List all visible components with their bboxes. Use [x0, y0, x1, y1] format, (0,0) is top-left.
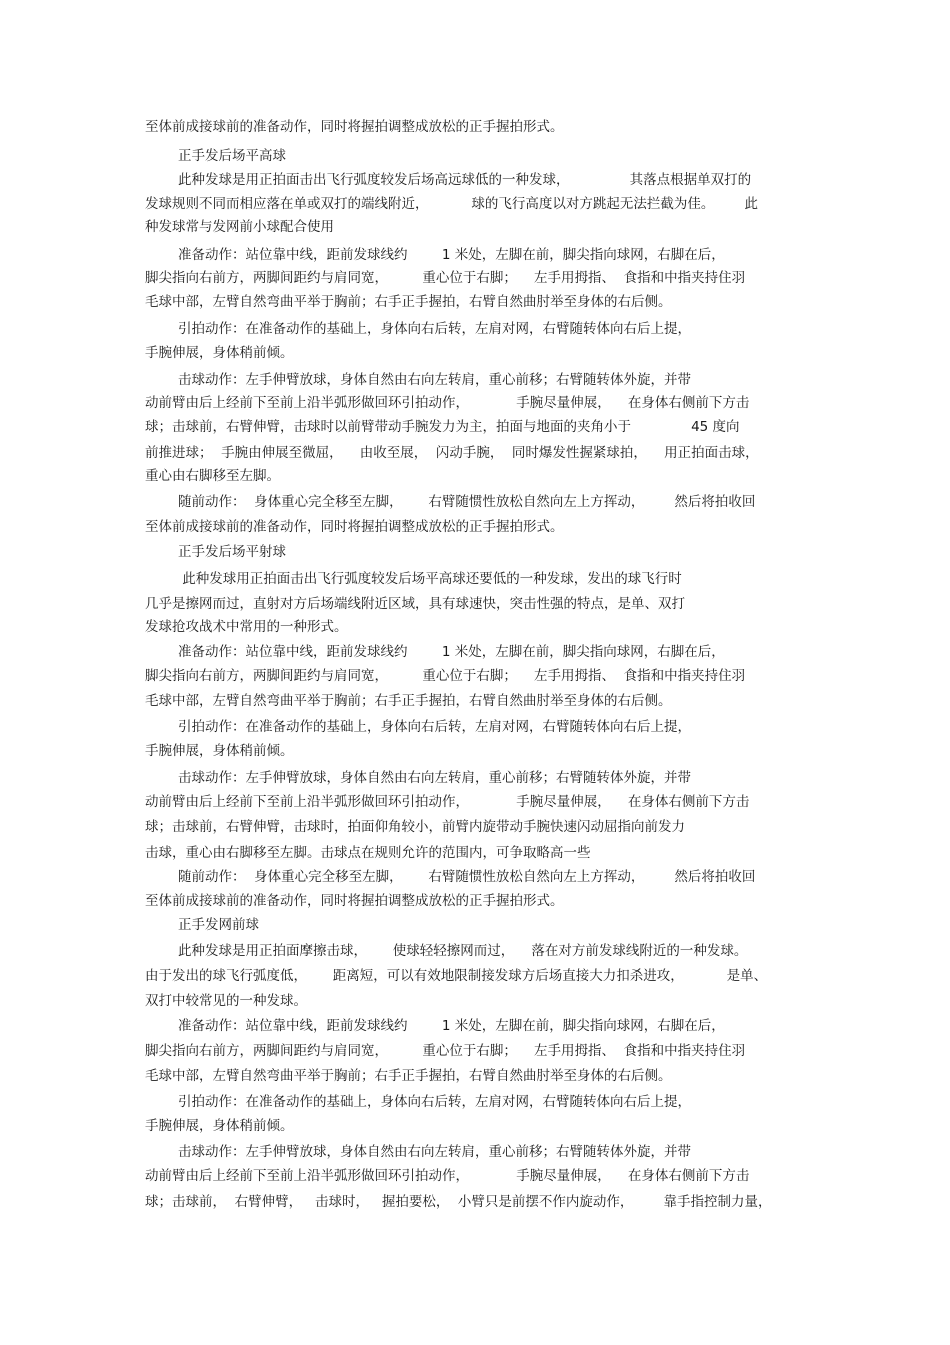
text-line: 此种发球用正拍面击出飞行弧度较发后场平高球还要低的一种发球，发出的球飞行时 — [178, 571, 682, 587]
text-line: 至体前成接球前的准备动作，同时将握拍调整成放松的正手握拍形式。 — [145, 119, 564, 135]
text-line: 随前动作： 身体重心完全移至左脚， 右臂随惯性放松自然向左上方挥动， 然后将拍收回 — [178, 494, 756, 510]
text-line: 准备动作：站位靠中线，距前发球线约 1 米处，左脚在前，脚尖指向球网，右脚在后， — [178, 1018, 725, 1034]
text-line: 击球动作：左手伸臂放球，身体自然由右向左转肩，重心前移；右臂随转体外旋，并带 — [178, 770, 691, 786]
text-line: 前推进球； 手腕由伸展至微屈， 由收至展， 闪动手腕， 同时爆发性握紧球拍， 用正拍面击球， — [145, 445, 759, 461]
text-line: 击球动作：左手伸臂放球，身体自然由右向左转肩，重心前移；右臂随转体外旋，并带 — [178, 1144, 691, 1160]
text-line: 击球动作：左手伸臂放球，身体自然由右向左转肩，重心前移；右臂随转体外旋，并带 — [178, 372, 691, 388]
section-heading: 正手发后场平射球 — [178, 544, 286, 560]
text-line: 引拍动作：在准备动作的基础上，身体向右后转，左肩对网，右臂随转体向右后上提， — [178, 321, 691, 337]
text-line: 至体前成接球前的准备动作，同时将握拍调整成放松的正手握拍形式。 — [145, 893, 564, 909]
text-line: 手腕伸展，身体稍前倾。 — [145, 743, 294, 759]
text-line: 球；击球前， 右臂伸臂， 击球时， 握拍要松， 小臂只是前摆不作内旋动作， 靠手指控制力量， — [145, 1194, 772, 1210]
text-line: 脚尖指向右前方，两脚间距约与肩同宽， 重心位于右脚； 左手用拇指、 食指和中指夹持住羽 — [145, 270, 746, 286]
text-line: 动前臂由后上经前下至前上沿半弧形做回环引拍动作， 手腕尽量伸展， 在身体右侧前下方击 — [145, 794, 750, 810]
text-line: 脚尖指向右前方，两脚间距约与肩同宽， 重心位于右脚； 左手用拇指、 食指和中指夹持住羽 — [145, 668, 746, 684]
text-line: 击球，重心由右脚移至左脚。击球点在规则允许的范围内，可争取略高一些 — [145, 845, 591, 861]
text-line: 引拍动作：在准备动作的基础上，身体向右后转，左肩对网，右臂随转体向右后上提， — [178, 719, 691, 735]
text-line: 毛球中部，左臂自然弯曲平举于胸前；右手正手握拍，右臂自然曲肘举至身体的右后侧。 — [145, 693, 672, 709]
text-line: 此种发球是用正拍面击出飞行弧度较发后场高远球低的一种发球， 其落点根据单双打的 — [178, 172, 752, 188]
text-line: 毛球中部，左臂自然弯曲平举于胸前；右手正手握拍，右臂自然曲肘举至身体的右后侧。 — [145, 294, 672, 310]
text-line: 准备动作：站位靠中线，距前发球线约 1 米处，左脚在前，脚尖指向球网，右脚在后， — [178, 644, 725, 660]
text-line: 由于发出的球飞行弧度低， 距离短，可以有效地限制接发球方后场直接大力扣杀进攻， 是单、 — [145, 968, 768, 984]
section-heading: 正手发网前球 — [178, 917, 259, 933]
text-line: 脚尖指向右前方，两脚间距约与肩同宽， 重心位于右脚； 左手用拇指、 食指和中指夹持住羽 — [145, 1043, 746, 1059]
text-line: 手腕伸展，身体稍前倾。 — [145, 345, 294, 361]
text-line: 球；击球前，右臂伸臂，击球时，拍面仰角较小，前臂内旋带动手腕快速闪动屈指向前发力 — [145, 819, 685, 835]
text-line: 种发球常与发网前小球配合使用 — [145, 219, 334, 235]
text-line: 发球抢攻战术中常用的一种形式。 — [145, 619, 348, 635]
text-line: 球；击球前，右臂伸臂，击球时以前臂带动手腕发力为主，拍面与地面的夹角小于 45 度向 — [145, 419, 740, 435]
text-line: 随前动作： 身体重心完全移至左脚， 右臂随惯性放松自然向左上方挥动， 然后将拍收回 — [178, 869, 756, 885]
text-line: 准备动作：站位靠中线，距前发球线约 1 米处，左脚在前，脚尖指向球网，右脚在后， — [178, 247, 725, 263]
text-line: 几乎是擦网而过，直射对方后场端线附近区域，具有球速快，突击性强的特点，是单、双打 — [145, 596, 685, 612]
text-line: 此种发球是用正拍面摩擦击球， 使球轻轻擦网而过， 落在对方前发球线附近的一种发球。 — [178, 943, 748, 959]
text-line: 毛球中部，左臂自然弯曲平举于胸前；右手正手握拍，右臂自然曲肘举至身体的右后侧。 — [145, 1068, 672, 1084]
text-line: 至体前成接球前的准备动作，同时将握拍调整成放松的正手握拍形式。 — [145, 519, 564, 535]
text-line: 引拍动作：在准备动作的基础上，身体向右后转，左肩对网，右臂随转体向右后上提， — [178, 1094, 691, 1110]
text-line: 重心由右脚移至左脚。 — [145, 468, 280, 484]
text-line: 双打中较常见的一种发球。 — [145, 993, 307, 1009]
text-line: 动前臂由后上经前下至前上沿半弧形做回环引拍动作， 手腕尽量伸展， 在身体右侧前下方击 — [145, 395, 750, 411]
section-heading: 正手发后场平高球 — [178, 148, 286, 164]
text-line: 手腕伸展，身体稍前倾。 — [145, 1118, 294, 1134]
text-line: 动前臂由后上经前下至前上沿半弧形做回环引拍动作， 手腕尽量伸展， 在身体右侧前下方击 — [145, 1168, 750, 1184]
text-line: 发球规则不同而相应落在单或双打的端线附近， 球的飞行高度以对方跳起无法拦截为佳。 此 — [145, 196, 758, 212]
